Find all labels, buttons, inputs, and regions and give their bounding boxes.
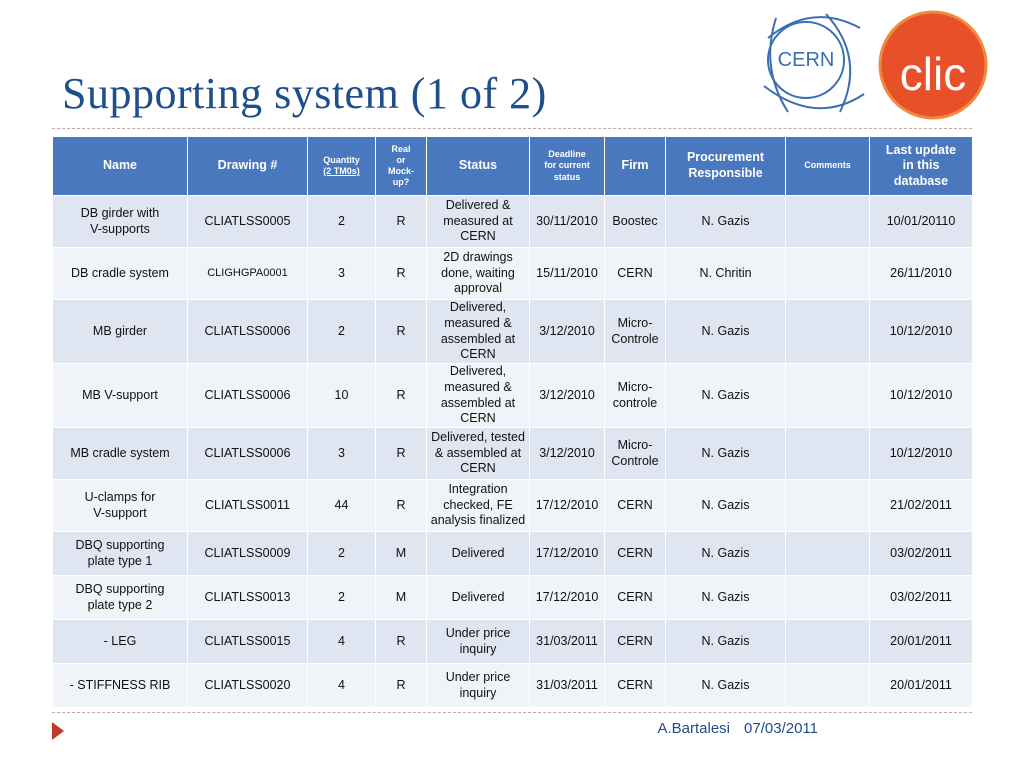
cell-firm: Micro- Controle	[605, 300, 666, 364]
cell-firm: CERN	[605, 248, 666, 300]
table-row	[53, 620, 973, 664]
header-real-or-mockup: Real or Mock- up?	[376, 137, 427, 196]
cell-status: Under price inquiry	[427, 664, 530, 708]
table-row	[53, 480, 973, 532]
cell-comments	[786, 364, 870, 428]
cell-status: Delivered, tested & assembled at CERN	[427, 428, 530, 480]
cell-responsible: N. Gazis	[666, 576, 786, 620]
cell-name: DBQ supporting plate type 1	[53, 532, 188, 576]
cell-real: R	[376, 428, 427, 480]
header-last-update: Last update in this database	[870, 137, 973, 196]
cell-real: R	[376, 300, 427, 364]
cell-real: R	[376, 364, 427, 428]
cell-real: M	[376, 532, 427, 576]
table-row	[53, 300, 973, 364]
cell-comments	[786, 532, 870, 576]
cell-drawing: CLIGHGPA0001	[188, 248, 308, 300]
slide-footer	[657, 720, 818, 737]
cell-drawing: CLIATLSS0009	[188, 532, 308, 576]
header-name: Name	[53, 137, 188, 196]
cell-drawing: CLIATLSS0015	[188, 620, 308, 664]
cell-responsible: N. Gazis	[666, 364, 786, 428]
cell-firm: CERN	[605, 576, 666, 620]
cell-last-update: 20/01/2011	[870, 664, 973, 708]
cell-comments	[786, 620, 870, 664]
cell-responsible: N. Gazis	[666, 428, 786, 480]
cell-responsible: N. Gazis	[666, 532, 786, 576]
header-deadline: Deadline for current status	[530, 137, 605, 196]
slide-title: Supporting system (1 of 2)	[62, 69, 547, 118]
cell-comments	[786, 480, 870, 532]
cell-name: - LEG	[53, 620, 188, 664]
cell-deadline: 15/11/2010	[530, 248, 605, 300]
table-row	[53, 196, 973, 248]
cell-last-update: 26/11/2010	[870, 248, 973, 300]
footer-date: 07/03/2011	[744, 720, 818, 737]
cell-firm: CERN	[605, 664, 666, 708]
cell-last-update: 10/12/2010	[870, 428, 973, 480]
cell-real: R	[376, 664, 427, 708]
header-status: Status	[427, 137, 530, 196]
table-row	[53, 532, 973, 576]
cell-drawing: CLIATLSS0020	[188, 664, 308, 708]
supporting-system-table	[52, 136, 973, 708]
cell-status: Under price inquiry	[427, 620, 530, 664]
clic-logo-text: clic	[899, 48, 967, 100]
cell-status: 2D drawings done, waiting approval	[427, 248, 530, 300]
cell-quantity: 3	[308, 428, 376, 480]
play-arrow-icon	[52, 722, 64, 740]
cell-deadline: 3/12/2010	[530, 300, 605, 364]
cell-last-update: 10/01/20110	[870, 196, 973, 248]
cell-quantity: 3	[308, 248, 376, 300]
header-drawing: Drawing #	[188, 137, 308, 196]
cern-logo-text: CERN	[777, 49, 835, 71]
table-row	[53, 364, 973, 428]
cern-logo	[756, 8, 868, 122]
cell-quantity: 10	[308, 364, 376, 428]
cell-name: - STIFFNESS RIB	[53, 664, 188, 708]
cell-comments	[786, 196, 870, 248]
cell-deadline: 17/12/2010	[530, 532, 605, 576]
cell-comments	[786, 428, 870, 480]
cell-comments	[786, 576, 870, 620]
cell-responsible: N. Gazis	[666, 620, 786, 664]
cell-responsible: N. Gazis	[666, 480, 786, 532]
cell-quantity: 2	[308, 576, 376, 620]
cell-real: R	[376, 196, 427, 248]
cell-last-update: 03/02/2011	[870, 576, 973, 620]
table-header-row	[53, 137, 973, 196]
cell-quantity: 2	[308, 532, 376, 576]
cell-real: R	[376, 480, 427, 532]
cell-deadline: 31/03/2011	[530, 664, 605, 708]
cell-status: Delivered	[427, 576, 530, 620]
cell-last-update: 20/01/2011	[870, 620, 973, 664]
cell-last-update: 10/12/2010	[870, 364, 973, 428]
cell-quantity: 44	[308, 480, 376, 532]
cell-firm: CERN	[605, 532, 666, 576]
cell-real: R	[376, 248, 427, 300]
cell-drawing: CLIATLSS0006	[188, 364, 308, 428]
cell-real: R	[376, 620, 427, 664]
table-row	[53, 428, 973, 480]
cell-firm: Boostec	[605, 196, 666, 248]
footer-divider	[52, 712, 972, 713]
cell-deadline: 3/12/2010	[530, 428, 605, 480]
cell-responsible: N. Chritin	[666, 248, 786, 300]
cell-name: DB cradle system	[53, 248, 188, 300]
cell-quantity: 4	[308, 664, 376, 708]
cell-deadline: 17/12/2010	[530, 480, 605, 532]
clic-logo	[878, 10, 988, 120]
cell-drawing: CLIATLSS0011	[188, 480, 308, 532]
cell-deadline: 31/03/2011	[530, 620, 605, 664]
table-row	[53, 576, 973, 620]
cell-quantity: 2	[308, 196, 376, 248]
cell-comments	[786, 300, 870, 364]
cell-drawing: CLIATLSS0006	[188, 300, 308, 364]
cell-status: Delivered, measured & assembled at CERN	[427, 364, 530, 428]
cell-drawing: CLIATLSS0005	[188, 196, 308, 248]
header-procurement: Procurement Responsible	[666, 137, 786, 196]
cell-last-update: 10/12/2010	[870, 300, 973, 364]
cell-firm: Micro- Controle	[605, 428, 666, 480]
cell-firm: CERN	[605, 620, 666, 664]
cell-firm: CERN	[605, 480, 666, 532]
cell-name: DB girder with V-supports	[53, 196, 188, 248]
table-row	[53, 664, 973, 708]
cell-name: MB V-support	[53, 364, 188, 428]
cell-responsible: N. Gazis	[666, 664, 786, 708]
cell-deadline: 17/12/2010	[530, 576, 605, 620]
cell-real: M	[376, 576, 427, 620]
cell-status: Delivered, measured & assembled at CERN	[427, 300, 530, 364]
cell-responsible: N. Gazis	[666, 300, 786, 364]
cell-firm: Micro- controle	[605, 364, 666, 428]
cell-status: Delivered & measured at CERN	[427, 196, 530, 248]
cell-quantity: 4	[308, 620, 376, 664]
cell-last-update: 21/02/2011	[870, 480, 973, 532]
cell-status: Integration checked, FE analysis finalized	[427, 480, 530, 532]
title-divider	[52, 128, 972, 129]
table-row	[53, 248, 973, 300]
cell-comments	[786, 248, 870, 300]
header-comments: Comments	[786, 137, 870, 196]
cell-quantity: 2	[308, 300, 376, 364]
header-firm: Firm	[605, 137, 666, 196]
cell-comments	[786, 664, 870, 708]
cell-deadline: 3/12/2010	[530, 364, 605, 428]
cell-drawing: CLIATLSS0013	[188, 576, 308, 620]
cell-name: U-clamps for V-support	[53, 480, 188, 532]
cell-name: MB cradle system	[53, 428, 188, 480]
cell-drawing: CLIATLSS0006	[188, 428, 308, 480]
cell-name: MB girder	[53, 300, 188, 364]
cell-deadline: 30/11/2010	[530, 196, 605, 248]
header-quantity: Quantity (2 TM0s)	[308, 137, 376, 196]
cell-status: Delivered	[427, 532, 530, 576]
cell-responsible: N. Gazis	[666, 196, 786, 248]
cell-name: DBQ supporting plate type 2	[53, 576, 188, 620]
cell-last-update: 03/02/2011	[870, 532, 973, 576]
footer-author: A.Bartalesi	[657, 720, 731, 737]
